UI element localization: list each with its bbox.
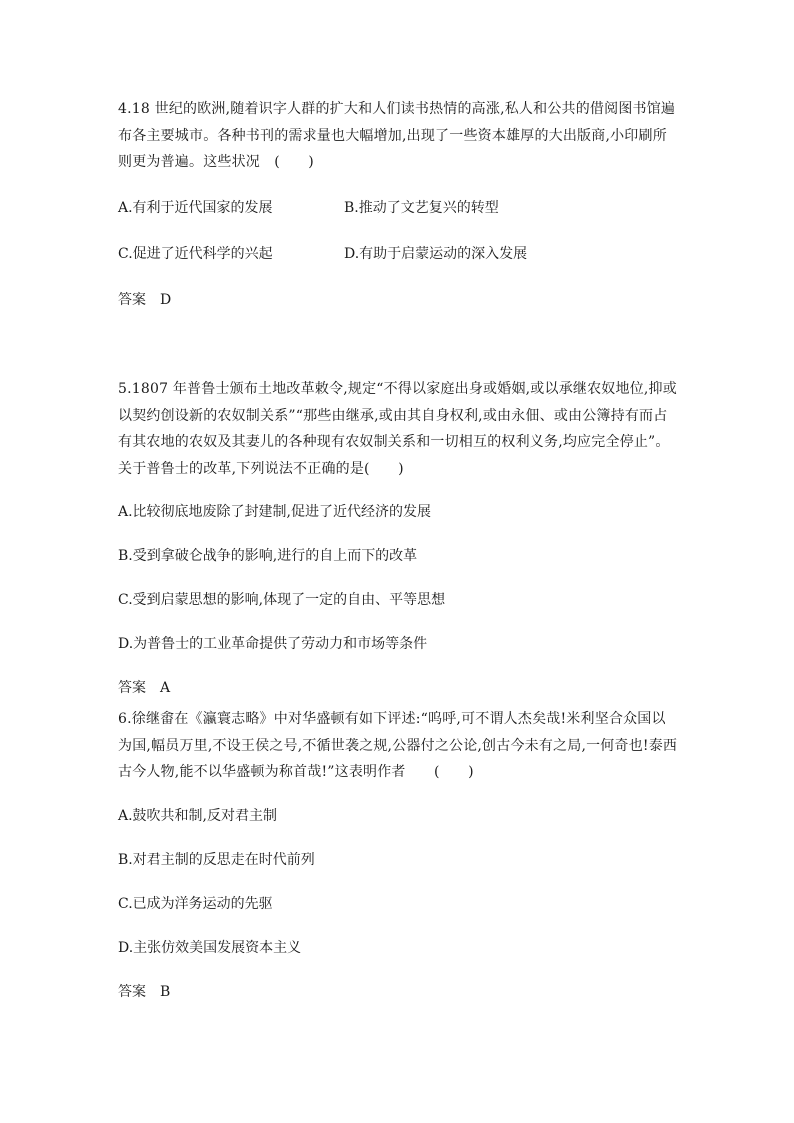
option-c: C.促进了近代科学的兴起 [118,245,273,262]
answer-label: 答案 B [118,983,171,1000]
question-stem: 4.18 世纪的欧洲,随着识字人群的扩大和人们读书热情的高涨,私人和公共的借阅图书馆遍布各主要城市。各种书刊的需求量也大幅增加,出现了一些资本雄厚的大出版商,小印刷所则更为普遍。这些状况 ( ) [118,101,676,170]
question-5 [118,376,678,698]
question-stem: 5.1807 年普鲁士颁布土地改革敕令,规定“不得以家庭出身或婚姻,或以承继农奴地位,抑或以契约创设新的农奴制关系”“那些由继承,或由其自身权利,或由永佃、或由公簿持有而占有其农地的农奴及其妻儿的各种现有农奴制关系和一切相互的权利义务,均应完全停止”。关于普鲁士的改革,下列说法不正确的是( ) [118,381,677,477]
option-c: C.受到启蒙思想的影响,体现了一定的自由、平等思想 [118,592,446,608]
option-b: B.推动了文艺复兴的转型 [344,199,499,216]
option-d: D.为普鲁士的工业革命提供了劳动力和市场等条件 [118,636,428,652]
option-b: B.对君主制的反思走在时代前列 [118,851,315,868]
option-d: D.有助于启蒙运动的深入发展 [344,245,528,262]
options-list [118,198,678,264]
option-a: A.鼓吹共和制,反对君主制 [118,807,278,824]
option-a: A.有利于近代国家的发展 [118,199,273,216]
options-row [118,244,678,264]
question-stem: 6.徐继畬在《瀛寰志略》中对华盛顿有如下评述:“呜呼,可不谓人杰矣哉!米利坚合众国以为国,幅员万里,不设王侯之号,不循世袭之规,公器付之公论,创古今未有之局,一何奇也!泰西古今人物,能不以华盛顿为称首哉!”这表明作者 ( ) [118,711,678,780]
answer-label: 答案 A [118,680,171,696]
option-b: B.受到拿破仑战争的影响,进行的自上而下的改革 [118,548,418,564]
options-row [118,198,678,218]
answer-label: 答案 D [118,291,172,308]
option-c: C.已成为洋务运动的先驱 [118,895,273,912]
question-4 [118,96,678,310]
question-6 [118,706,678,1002]
option-d: D.主张仿效美国发展资本主义 [118,939,302,956]
option-a: A.比较彻底地废除了封建制,促进了近代经济的发展 [118,504,432,520]
